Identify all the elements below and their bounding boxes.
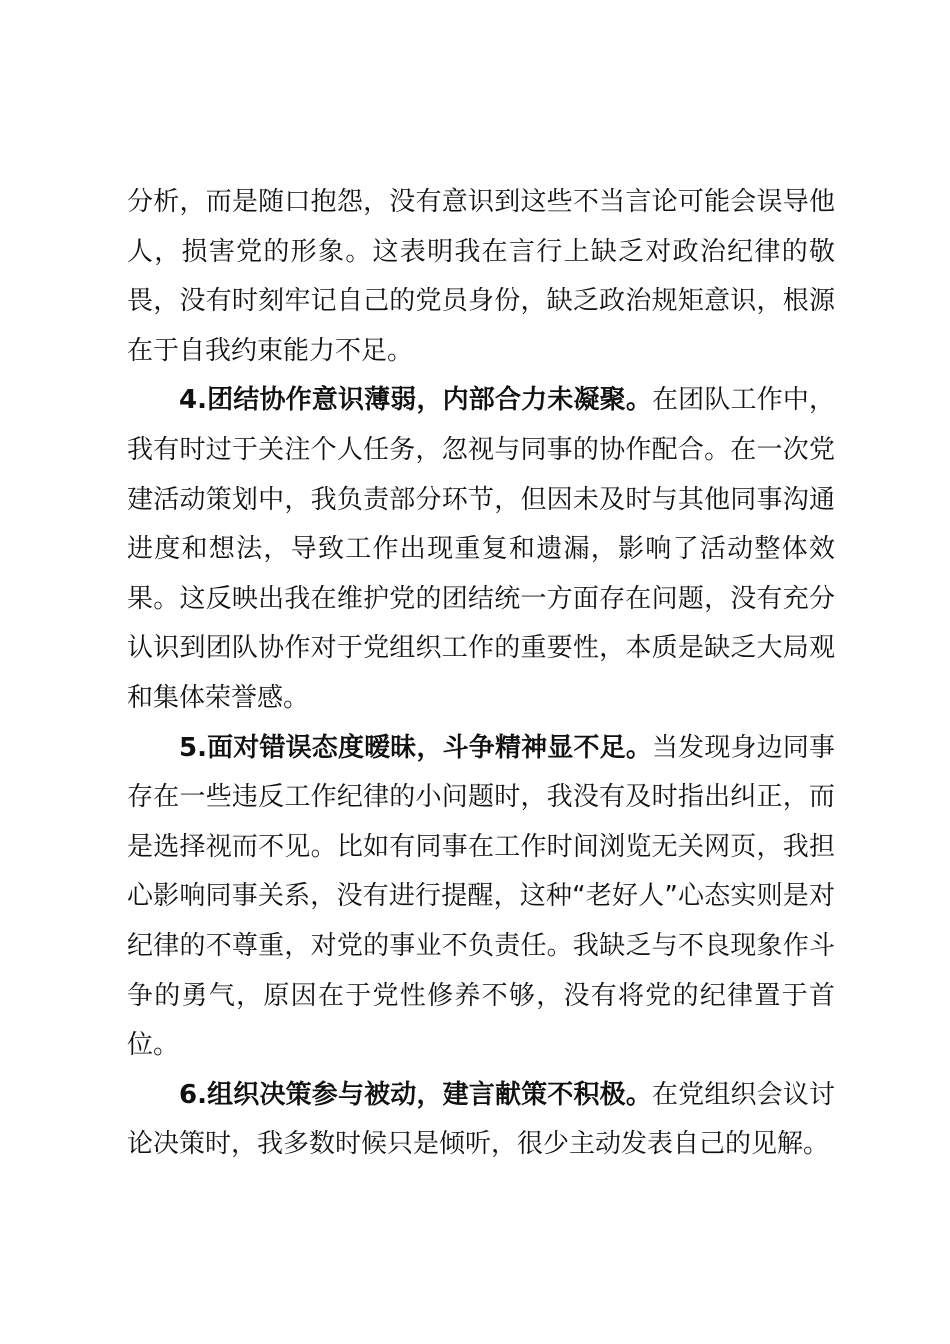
- paragraph-heading: 5.面对错误态度暧昧，斗争精神显不足。: [179, 732, 652, 763]
- paragraph-item-6: [127, 1071, 835, 1170]
- paragraph-heading: 6.组织决策参与被动，建言献策不积极。: [179, 1079, 652, 1110]
- paragraph-heading: 4.团结协作意识薄弱，内部合力未凝聚。: [179, 385, 652, 416]
- document-page: [127, 178, 835, 1170]
- paragraph-body: 在团队工作中，我有时过于关注个人任务，忽视与同事的协作配合。在一次党建活动策划中，我负责部分环节，但因未及时与其他同事沟通进度和想法，导致工作出现重复和遗漏，影响了活动整体效果。这反映出我在维护党的团结统一方面存在问题，没有充分认识到团队协作对于党组织工作的重要性，本质是缺乏大局观和集体荣誉感。: [127, 385, 835, 713]
- paragraph-item-5: [127, 724, 835, 1071]
- paragraph-continuation: [127, 178, 835, 376]
- paragraph-body: 分析，而是随口抱怨，没有意识到这些不当言论可能会误导他人，损害党的形象。这表明我在言行上缺乏对政治纪律的敬畏，没有时刻牢记自己的党员身份，缺乏政治规矩意识，根源在于自我约束能力不足。: [127, 187, 835, 366]
- paragraph-item-4: [127, 376, 835, 723]
- paragraph-body: 在党组织会议讨论决策时，我多数时候只是倾听，很少主动发表自己的见解。: [127, 1079, 835, 1160]
- paragraph-body: 当发现身边同事存在一些违反工作纪律的小问题时，我没有及时指出纠正，而是选择视而不见。比如有同事在工作时间浏览无关网页，我担心影响同事关系，没有进行提醒，这种“老好人”心态实则是对纪律的不尊重，对党的事业不负责任。我缺乏与不良现象作斗争的勇气，原因在于党性修养不够，没有将党的纪律置于首位。: [127, 732, 835, 1061]
